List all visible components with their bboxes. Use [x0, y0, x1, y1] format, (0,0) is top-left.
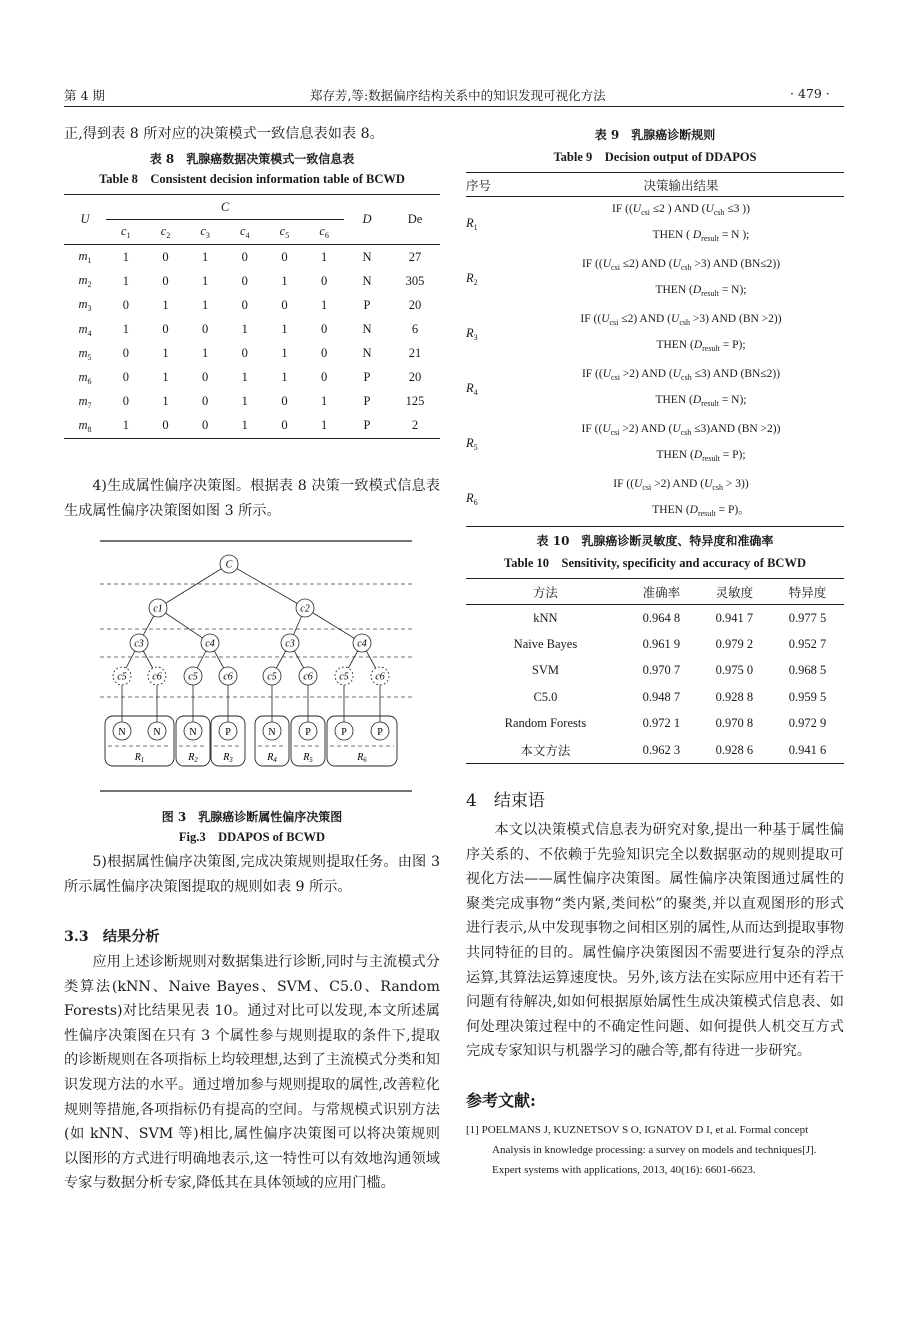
table-row: [64, 269, 440, 293]
table10-caption-cn: 表 10 乳腺癌诊断灵敏度、特异度和准确率: [536, 534, 774, 548]
table8-cell: 0: [202, 394, 209, 409]
svg-text:c3: c3: [134, 638, 144, 650]
svg-text:N: N: [118, 727, 126, 738]
table-row: [64, 366, 440, 390]
reference-1: [1] POELMANS J, KUZNETSOV S O, IGNATOV D I, et al. Formal concept Analysis in knowledge processing: a survey on models and techniques[J]. Expert systems with applications, 2013, 40(16): 6601-6623.: [466, 1124, 817, 1176]
table9-cell-rule: IF (($U_{csi} \le 2$ ) AND ($U_{csh} \le 3$ )) THEN ( $D_{result} = N$ );: [612, 203, 750, 244]
figure3-caption-cn: 图 3 乳腺癌诊断属性偏序决策图: [161, 810, 343, 824]
left-analysis: 应用上述诊断规则对数据集进行诊断,同时与主流模式分类算法(kNN、Naive Bayes、SVM、C5.0、Random Forests)对比结果见表 10。通过对比可以发现,本文所述属性偏序决策图在只有 3 个属性参与规则提取的条件下,提取的诊断规则在各项指标上均较理想,达到了主流模式分类和知识发现方法的水平。通过增加参与规则提取的属性,改善粒化规则等措施,各项指标仍有提高的空间。与常规模式识别方法(如 kNN、SVM 等)相比,属性偏序决策图可以将决策规则以图形的方式进行明确地表示,这一特性可以有效地沟通领域专家与数据分析专家,降低其在具体领域的应用门槛。: [64, 954, 440, 1192]
table-row: [466, 307, 844, 362]
page-header-issue: 第 4 期: [64, 88, 105, 103]
figure3-caption-en: Fig.3 DDAPOS of BCWD: [178, 830, 326, 844]
table10: [466, 578, 844, 764]
table8-cell: 0: [162, 249, 169, 264]
table8-cell-u: $m_7$: [78, 393, 92, 410]
table8-cell-d: P: [363, 297, 371, 312]
svg-text:c5: c5: [339, 671, 349, 683]
table9-cell-no: $R_2$: [466, 271, 478, 287]
table10-cell: 0.972 9: [788, 716, 827, 731]
svg-text:c5: c5: [267, 671, 277, 683]
table8-cell: 1: [122, 322, 129, 337]
figure3: [100, 540, 412, 796]
svg-text:c6: c6: [223, 671, 233, 683]
table-row: [466, 711, 844, 738]
table8-cell-de: 305: [405, 273, 425, 288]
conclusion: 本文以决策模式信息表为研究对象,提出一种基于属性偏序关系的、不依赖于先验知识完全以数据驱动的规则提取可视化方法——属性偏序决策图。属性偏序决策图通过属性的聚类完成事物“类内紧,类间松”的聚类,并以直观图形的形式进行表示,从中发现事物之间相区别的属性,从而达到提取事物共同特征的目的。属性偏序决策图因不需要进行复杂的浮点运算,其算法运算速度快。另外,该方法在实际应用中还有若干问题有待解决,如如何根据原始属性生成决策模式信息表、如何处理决策过程中的不确定性问题、如何提供人机交互方式完成专家知识与机器学习的融合等,都有待进一步研究。: [466, 822, 844, 1060]
table8-cell: 0: [241, 346, 248, 361]
table10-cell: 0.975 0: [715, 663, 754, 678]
table10-cell: 0.961 9: [642, 636, 681, 651]
table-row: [466, 684, 844, 711]
table8-cell: 1: [162, 370, 169, 385]
svg-text:P: P: [305, 727, 311, 738]
table8-cell: 1: [281, 322, 288, 337]
table8-cell: 1: [202, 273, 209, 288]
svg-text:c5: c5: [117, 671, 127, 683]
svg-text:c2: c2: [300, 603, 310, 615]
table8-head-u: U: [80, 212, 90, 227]
svg-text:c1: c1: [153, 603, 163, 615]
table8-cell: 0: [281, 297, 288, 312]
table8-cell: 0: [321, 370, 328, 385]
table9-cell-rule: IF ($(U_{csi} >2)$ AND $(U_{csh} \le 3)AND$ (BN >2)) THEN $(D_{result} = P)$;: [581, 423, 781, 463]
table9-caption-cn: 表 9 乳腺癌诊断规则: [594, 128, 716, 142]
section-4: 4 结束语: [466, 791, 545, 811]
table9-cell-no: $R_3$: [466, 326, 478, 342]
table8-cell: 0: [122, 394, 129, 409]
svg-text:N: N: [268, 727, 276, 738]
region-label: $R_1$: [134, 752, 145, 764]
page-header-title: 郑存芳,等:数据偏序结构关系中的知识发现可视化方法: [310, 88, 606, 103]
table9-cell-rule: IF ($(U_{csi} >2)$ AND $(U_{csh} \le 3)$ AND (BN≤2)) THEN $(D_{result} = N)$;: [581, 368, 781, 408]
table8-cell-u: $m_2$: [78, 273, 92, 290]
table8-cell-de: 21: [408, 346, 422, 361]
header-rule: [64, 106, 844, 107]
node-level3: [113, 667, 131, 685]
table8-subhead: $c_1$: [121, 224, 131, 241]
table-row: [466, 737, 844, 764]
table10-cell: 0.977 5: [788, 610, 827, 625]
table8-cell-u: $m_4$: [78, 321, 92, 338]
table9-head-no: 序号: [466, 177, 492, 193]
table9-cell-rule: IF ($(U_{csi} \le 2)$ AND $(U_{csh} >3)$ AND (BN >2)) THEN $(D_{result} = P)$;: [580, 313, 782, 353]
node-level2: [353, 634, 371, 652]
table10-cell: Naive Bayes: [513, 636, 578, 651]
table8-cell: 1: [122, 273, 129, 288]
table8-cell-d: N: [362, 249, 372, 264]
table9-cell-no: $R_4$: [466, 381, 478, 397]
table8-cell: 0: [241, 273, 248, 288]
node-level1: [296, 599, 314, 617]
node-root: [220, 555, 238, 573]
table8-cell-u: $m_1$: [78, 249, 92, 266]
table8-cell: 0: [162, 322, 169, 337]
svg-text:N: N: [189, 727, 197, 738]
table8-cell: 0: [281, 394, 288, 409]
table8-cell-de: 27: [408, 249, 422, 264]
table8-cell: 1: [162, 394, 169, 409]
table-row: [64, 342, 440, 366]
table8-cell-u: $m_8$: [78, 417, 92, 434]
table8-cell: 1: [202, 249, 209, 264]
table8-cell: 0: [202, 322, 209, 337]
table9-caption-en: Table 9 Decision output of DDAPOS: [553, 150, 757, 164]
table8-subhead: $c_6$: [319, 224, 329, 241]
table8-cell: 1: [162, 346, 169, 361]
leaf-node: [184, 722, 202, 740]
svg-text:P: P: [341, 727, 347, 738]
table9: [466, 172, 844, 527]
table10-cell: 0.952 7: [788, 636, 827, 651]
table10-head: 准确率: [642, 584, 681, 600]
region-label: $R_5$: [303, 752, 313, 764]
table8-cell-d: N: [362, 322, 372, 337]
table8-cell: 1: [122, 418, 129, 433]
table8-cell: 1: [122, 249, 129, 264]
leaf-node: [299, 722, 317, 740]
table8-cell: 1: [162, 297, 169, 312]
page-header-page: · 479 ·: [790, 86, 830, 101]
leaf-node: [335, 722, 353, 740]
table8-caption-en: Table 8 Consistent decision information table of BCWD: [99, 172, 405, 186]
table-row: [64, 414, 440, 439]
table8-cell: 0: [321, 273, 328, 288]
table-row: [64, 293, 440, 317]
table-row: [466, 417, 844, 472]
table-row: [64, 245, 440, 270]
table8-cell-u: $m_5$: [78, 345, 92, 362]
table8-cell: 0: [281, 249, 288, 264]
table8-cell: 1: [241, 418, 248, 433]
table8-cell: 0: [122, 346, 129, 361]
node-level1: [149, 599, 167, 617]
table8-cell-d: N: [362, 346, 372, 361]
table-row: [466, 362, 844, 417]
table8-cell-de: 2: [411, 418, 419, 433]
table8-head-de: De: [407, 212, 423, 227]
table8-cell-d: P: [363, 394, 371, 409]
table8-cell-d: P: [363, 370, 371, 385]
leaf-node: [113, 722, 131, 740]
table8-cell: 0: [241, 249, 248, 264]
table10-caption-en: Table 10 Sensitivity, specificity and accuracy of BCWD: [504, 556, 806, 570]
table8-cell: 1: [321, 297, 328, 312]
table10-cell: SVM: [531, 663, 559, 678]
svg-text:C: C: [225, 559, 233, 571]
table-row: [64, 390, 440, 414]
table9-cell-no: $R_1$: [466, 216, 478, 233]
table8-cell: 1: [281, 370, 288, 385]
region-label: $R_2$: [188, 752, 198, 764]
table8-cell: 1: [321, 249, 328, 264]
leaf-node: [263, 722, 281, 740]
table-row: [64, 317, 440, 341]
leaf-node: [219, 722, 237, 740]
table-row: [466, 472, 844, 527]
node-level3: [299, 667, 317, 685]
table8-cell-d: N: [362, 273, 372, 288]
table10-cell: 0.962 3: [642, 742, 681, 757]
table8-cell: 1: [321, 418, 328, 433]
table10-head: 特异度: [788, 584, 827, 600]
table10-cell: 0.959 5: [788, 689, 827, 704]
svg-text:c6: c6: [303, 671, 313, 683]
table-row: [466, 197, 844, 252]
region-label: $R_3$: [223, 752, 233, 764]
table8-cell: 0: [122, 370, 129, 385]
table8-cell-de: 20: [408, 297, 422, 312]
table8-cell: 0: [321, 322, 328, 337]
table10-cell: 0.968 5: [788, 663, 827, 678]
table8-caption-cn: 表 8 乳腺癌数据决策模式一致信息表: [149, 152, 355, 166]
region-label: $R_4$: [267, 752, 277, 764]
table8-cell: 0: [162, 273, 169, 288]
node-level2: [130, 634, 148, 652]
table-row: [466, 252, 844, 307]
svg-text:c4: c4: [357, 638, 367, 650]
references-title: 参考文献:: [466, 1091, 536, 1110]
table10-cell: C5.0: [533, 689, 558, 704]
svg-text:P: P: [377, 727, 383, 738]
node-level3: [371, 667, 389, 685]
node-level2: [281, 634, 299, 652]
table8-subhead: $c_5$: [279, 224, 290, 241]
table8-subhead: $c_4$: [240, 224, 250, 241]
table8-cell: 1: [202, 346, 209, 361]
table10-head: 方法: [532, 584, 558, 600]
table10-cell: 0.948 7: [642, 689, 681, 704]
table8-cell: 0: [162, 418, 169, 433]
table8-cell: 0: [321, 346, 328, 361]
table10-cell: 0.928 8: [715, 689, 754, 704]
table10-cell: 0.964 8: [642, 610, 681, 625]
left-step4: 4)生成属性偏序决策图。根据表 8 决策一致模式信息表生成属性偏序决策图如图 3 所示。: [64, 478, 440, 519]
section-3-3: 3.3 结果分析: [64, 929, 160, 945]
table9-cell-no: $R_6$: [466, 490, 478, 507]
table8-cell: 1: [321, 394, 328, 409]
table8-cell-de: 6: [411, 322, 419, 337]
table8: [64, 194, 440, 439]
leaf-node: [371, 722, 389, 740]
table10-cell: 0.941 6: [788, 742, 827, 757]
table10-cell: Random Forests: [504, 716, 587, 731]
table8-cell: 0: [281, 418, 288, 433]
table8-cell-d: P: [363, 418, 371, 433]
table9-cell-no: $R_5$: [466, 436, 478, 452]
table8-subhead: $c_2$: [160, 224, 171, 241]
table8-cell: 1: [241, 322, 248, 337]
region-label: $R_6$: [357, 752, 367, 764]
table10-cell: kNN: [533, 610, 558, 625]
table8-cell-de: 125: [405, 394, 425, 409]
table8-cell: 0: [202, 370, 209, 385]
node-level3: [335, 667, 353, 685]
node-level2: [201, 634, 219, 652]
table-row: [466, 631, 844, 658]
svg-text:c6: c6: [375, 671, 385, 683]
svg-text:P: P: [225, 727, 231, 738]
table8-head-c: C: [106, 195, 344, 220]
table8-head-d: D: [362, 212, 372, 227]
node-level3: [184, 667, 202, 685]
table9-cell-rule: IF ($(U_{csi} >2)$ AND $(U_{csh} > 3)$) THEN $(D_{result} = P)$。: [613, 477, 750, 518]
table8-cell: 1: [241, 394, 248, 409]
table8-cell: 1: [241, 370, 248, 385]
table9-cell-rule: IF ($(U_{csi} \le 2)$ AND $(U_{csh} >3)$ AND (BN≤2)) THEN $(D_{result} = N)$;: [581, 258, 781, 298]
table10-cell: 0.979 2: [715, 636, 754, 651]
table8-cell: 0: [202, 418, 209, 433]
table10-cell: 0.941 7: [715, 610, 754, 625]
table10-cell: 0.972 1: [642, 716, 681, 731]
table-row: [466, 658, 844, 685]
table8-cell-u: $m_6$: [78, 369, 92, 386]
svg-text:c5: c5: [188, 671, 198, 683]
svg-text:c6: c6: [152, 671, 162, 683]
table10-cell: 本文方法: [520, 743, 571, 758]
table8-cell: 1: [281, 273, 288, 288]
table10-head: 灵敏度: [715, 584, 754, 600]
table8-cell: 0: [122, 297, 129, 312]
table8-cell: 1: [281, 346, 288, 361]
table10-cell: 0.928 6: [715, 742, 754, 757]
svg-text:c4: c4: [205, 638, 215, 650]
left-step5: 5)根据属性偏序决策图,完成决策规则提取任务。由图 3 所示属性偏序决策图提取的规则如表 9 所示。: [64, 854, 440, 895]
table8-subhead: $c_3$: [200, 224, 210, 241]
node-level3: [263, 667, 281, 685]
table8-cell-u: $m_3$: [78, 297, 92, 314]
table8-cell: 1: [202, 297, 209, 312]
table8-cell: 0: [241, 297, 248, 312]
table10-cell: 0.970 7: [642, 663, 681, 678]
table-row: [466, 605, 844, 632]
table8-cell-de: 20: [408, 370, 422, 385]
table10-cell: 0.970 8: [715, 716, 754, 731]
node-level3: [219, 667, 237, 685]
svg-text:c3: c3: [285, 638, 295, 650]
left-intro: 正,得到表 8 所对应的决策模式一致信息表如表 8。: [64, 126, 384, 142]
leaf-node: [148, 722, 166, 740]
svg-text:N: N: [153, 727, 161, 738]
table9-head-result: 决策输出结果: [643, 177, 719, 193]
node-level3: [148, 667, 166, 685]
